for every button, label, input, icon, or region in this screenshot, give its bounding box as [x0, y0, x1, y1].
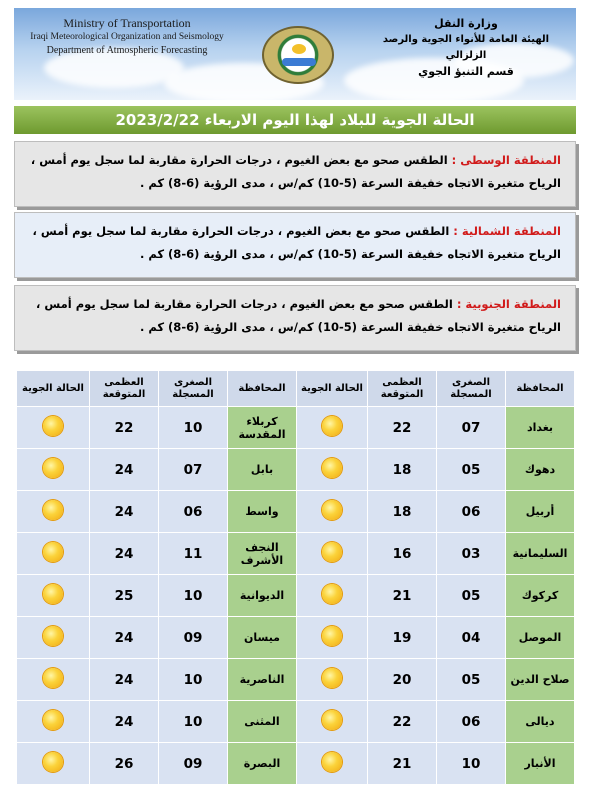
governorate-cell: النجف الأشرف — [228, 533, 297, 575]
governorate-cell: الموصل — [506, 617, 575, 659]
sun-icon — [43, 542, 63, 562]
sun-icon — [322, 668, 342, 688]
condition-cell — [297, 617, 368, 659]
col-header-governorate: المحافظة — [228, 371, 297, 407]
table-row — [17, 659, 575, 701]
organization-name-ar: الهيئة العامة للأنواء الجوية والرصد الزلزالي — [382, 34, 550, 61]
col-header-governorate: المحافظة — [506, 371, 575, 407]
ministry-name-ar: وزارة النقل — [434, 17, 498, 30]
col-header-min: الصغرى المسجلة — [437, 371, 506, 407]
max-temp-cell: 21 — [368, 575, 437, 617]
max-temp-cell: 24 — [90, 659, 159, 701]
sun-icon — [322, 752, 342, 772]
min-temp-cell: 07 — [159, 449, 228, 491]
condition-cell — [297, 575, 368, 617]
arabic-header — [366, 16, 566, 80]
max-temp-cell: 24 — [90, 449, 159, 491]
condition-cell — [17, 449, 90, 491]
governorate-cell: ميسان — [228, 617, 297, 659]
max-temp-cell: 21 — [368, 743, 437, 785]
governorate-cell: المثنى — [228, 701, 297, 743]
max-temp-cell: 24 — [90, 491, 159, 533]
table-row — [17, 491, 575, 533]
region-name: المنطقة الوسطى : — [451, 153, 561, 167]
max-temp-cell: 20 — [368, 659, 437, 701]
table-row — [17, 449, 575, 491]
governorate-cell: صلاح الدين — [506, 659, 575, 701]
logo-sun-icon — [292, 44, 306, 54]
sun-icon — [43, 710, 63, 730]
sun-icon — [322, 542, 342, 562]
english-header — [22, 16, 232, 58]
region-name: المنطقة الجنوبية : — [456, 297, 561, 311]
sun-icon — [43, 626, 63, 646]
organization-name-en: Iraqi Meteorological Organization and Seismology — [30, 32, 224, 42]
sun-icon — [43, 416, 63, 436]
governorate-cell: البصرة — [228, 743, 297, 785]
max-temp-cell: 25 — [90, 575, 159, 617]
region-north — [14, 212, 576, 278]
sun-icon — [322, 416, 342, 436]
sun-icon — [322, 584, 342, 604]
condition-cell — [17, 407, 90, 449]
governorate-cell: دهوك — [506, 449, 575, 491]
region-forecast: الطقس صحو مع بعض الغيوم ، درجات الحرارة مقاربة لما سجل يوم أمس ، الرياح متغيرة الاتجاه خفيفة السرعة (5-10) كم/س ، مدى الرؤية (6-8) كم . — [32, 224, 561, 261]
col-header-condition: الحالة الجوية — [297, 371, 368, 407]
governorate-cell: الأنبار — [506, 743, 575, 785]
header-banner — [14, 8, 576, 100]
min-temp-cell: 06 — [437, 701, 506, 743]
governorate-cell: كربلاء المقدسة — [228, 407, 297, 449]
condition-cell — [297, 533, 368, 575]
col-header-condition: الحالة الجوية — [17, 371, 90, 407]
min-temp-cell: 03 — [437, 533, 506, 575]
governorate-cell: بابل — [228, 449, 297, 491]
min-temp-cell: 10 — [159, 659, 228, 701]
max-temp-cell: 19 — [368, 617, 437, 659]
governorate-cell: السليمانية — [506, 533, 575, 575]
min-temp-cell: 06 — [159, 491, 228, 533]
condition-cell — [17, 617, 90, 659]
col-header-max: العظمى المتوقعة — [90, 371, 159, 407]
max-temp-cell: 26 — [90, 743, 159, 785]
forecast-table — [16, 370, 575, 785]
condition-cell — [297, 407, 368, 449]
governorate-cell: الناصرية — [228, 659, 297, 701]
min-temp-cell: 10 — [159, 407, 228, 449]
region-forecast: الطقس صحو مع بعض الغيوم ، درجات الحرارة مقاربة لما سجل يوم أمس ، الرياح متغيرة الاتجاه خفيفة السرعة (5-10) كم/س ، مدى الرؤية (6-8) كم . — [30, 153, 561, 190]
organization-logo — [262, 26, 334, 84]
condition-cell — [297, 659, 368, 701]
sun-icon — [43, 458, 63, 478]
max-temp-cell: 24 — [90, 533, 159, 575]
region-forecast: الطقس صحو مع بعض الغيوم ، درجات الحرارة مقاربة لما سجل يوم أمس ، الرياح متغيرة الاتجاه خفيفة السرعة (5-10) كم/س ، مدى الرؤية (6-8) كم . — [36, 297, 561, 334]
min-temp-cell: 04 — [437, 617, 506, 659]
sun-icon — [322, 458, 342, 478]
table-row — [17, 533, 575, 575]
max-temp-cell: 22 — [90, 407, 159, 449]
sun-icon — [43, 584, 63, 604]
min-temp-cell: 09 — [159, 617, 228, 659]
table-row — [17, 575, 575, 617]
sun-icon — [322, 710, 342, 730]
sun-icon — [43, 668, 63, 688]
col-header-min: الصغرى المسجلة — [159, 371, 228, 407]
max-temp-cell: 22 — [368, 701, 437, 743]
condition-cell — [297, 701, 368, 743]
max-temp-cell: 24 — [90, 701, 159, 743]
condition-cell — [17, 575, 90, 617]
region-south — [14, 285, 576, 351]
sun-icon — [43, 500, 63, 520]
min-temp-cell: 07 — [437, 407, 506, 449]
table-row — [17, 743, 575, 785]
table-row — [17, 617, 575, 659]
sun-icon — [322, 626, 342, 646]
condition-cell — [17, 491, 90, 533]
max-temp-cell: 18 — [368, 449, 437, 491]
condition-cell — [17, 659, 90, 701]
governorate-cell: كركوك — [506, 575, 575, 617]
logo-wave-icon — [282, 58, 316, 66]
max-temp-cell: 22 — [368, 407, 437, 449]
governorate-cell: ديالى — [506, 701, 575, 743]
max-temp-cell: 24 — [90, 617, 159, 659]
governorate-cell: واسط — [228, 491, 297, 533]
condition-cell — [297, 491, 368, 533]
region-name: المنطقة الشمالية : — [453, 224, 561, 238]
department-name-ar: قسم التنبؤ الجوي — [418, 65, 514, 78]
condition-cell — [17, 743, 90, 785]
min-temp-cell: 10 — [159, 575, 228, 617]
sun-icon — [43, 752, 63, 772]
max-temp-cell: 16 — [368, 533, 437, 575]
min-temp-cell: 11 — [159, 533, 228, 575]
condition-cell — [297, 743, 368, 785]
min-temp-cell: 05 — [437, 575, 506, 617]
min-temp-cell: 05 — [437, 449, 506, 491]
max-temp-cell: 18 — [368, 491, 437, 533]
min-temp-cell: 06 — [437, 491, 506, 533]
governorate-cell: بغداد — [506, 407, 575, 449]
col-header-max: العظمى المتوقعة — [368, 371, 437, 407]
governorate-cell: الديوانية — [228, 575, 297, 617]
table-row — [17, 701, 575, 743]
min-temp-cell: 09 — [159, 743, 228, 785]
condition-cell — [297, 449, 368, 491]
page-title: الحالة الجوية للبلاد لهذا اليوم الاربعاء 2023/2/22 — [14, 106, 576, 134]
ministry-name-en: Ministry of Transportation — [63, 16, 191, 30]
department-name-en: Department of Atmospheric Forecasting — [46, 45, 208, 56]
condition-cell — [17, 533, 90, 575]
table-header-row — [17, 371, 575, 407]
sun-icon — [322, 500, 342, 520]
table-row — [17, 407, 575, 449]
min-temp-cell: 10 — [437, 743, 506, 785]
min-temp-cell: 05 — [437, 659, 506, 701]
region-central — [14, 141, 576, 207]
min-temp-cell: 10 — [159, 701, 228, 743]
condition-cell — [17, 701, 90, 743]
governorate-cell: أربيل — [506, 491, 575, 533]
